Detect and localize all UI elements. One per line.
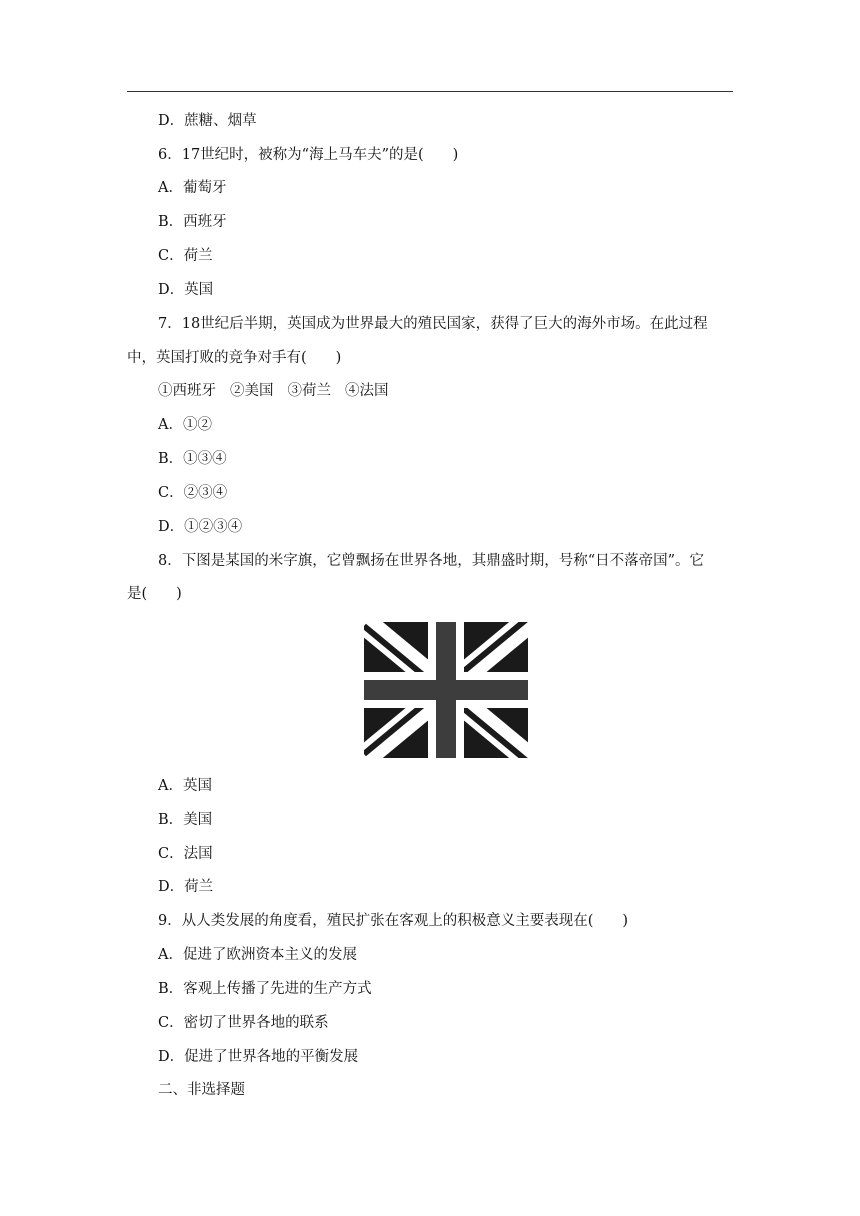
q8-option-a: A．英国 <box>158 778 212 794</box>
union-jack-flag-image <box>364 622 528 758</box>
q7-stem-line2: 中，英国打败的竞争对手有( ) <box>127 350 342 366</box>
q7-choices <box>158 381 403 401</box>
q7-option-c: C．②③④ <box>158 485 228 501</box>
section-title-non-choice: 二、非选择题 <box>158 1082 245 1098</box>
q8-option-b: B．美国 <box>158 812 213 828</box>
q9-option-c: C．密切了世界各地的联系 <box>158 1015 329 1031</box>
q6-option-c: C．荷兰 <box>158 248 213 264</box>
q8-option-d: D．荷兰 <box>158 879 214 895</box>
q7-choice-2: ②美国 <box>230 383 274 399</box>
q7-stem-line1: 7．18世纪后半期，英国成为世界最大的殖民国家，获得了巨大的海外市场。在此过程 <box>158 316 708 332</box>
q7-choice-1: ①西班牙 <box>158 383 216 399</box>
q6-stem: 6．17世纪时，被称为“海上马车夫”的是( ) <box>158 147 459 163</box>
header-rule <box>127 91 733 92</box>
q9-option-a: A．促进了欧洲资本主义的发展 <box>158 947 357 963</box>
q9-stem: 9．从人类发展的角度看，殖民扩张在客观上的积极意义主要表现在( ) <box>158 913 629 929</box>
q6-option-a: A．葡萄牙 <box>158 180 227 196</box>
q8-stem-line1: 8．下图是某国的米字旗，它曾飘扬在世界各地，其鼎盛时期，号称“日不落帝国”。它 <box>158 553 705 569</box>
q7-choice-3: ③荷兰 <box>287 383 331 399</box>
q7-option-b: B．①③④ <box>158 451 227 467</box>
q9-option-d: D．促进了世界各地的平衡发展 <box>158 1049 359 1065</box>
q6-option-b: B．西班牙 <box>158 214 227 230</box>
q7-option-d: D．①②③④ <box>158 519 243 535</box>
q9-option-b: B．客观上传播了先进的生产方式 <box>158 981 372 997</box>
q5-option-d: D．蔗糖、烟草 <box>158 113 257 129</box>
q7-option-a: A．①② <box>158 417 212 433</box>
q6-option-d: D．英国 <box>158 282 214 298</box>
q8-option-c: C．法国 <box>158 846 213 862</box>
q7-choice-4: ④法国 <box>345 383 389 399</box>
q8-stem-line2: 是( ) <box>127 586 182 602</box>
